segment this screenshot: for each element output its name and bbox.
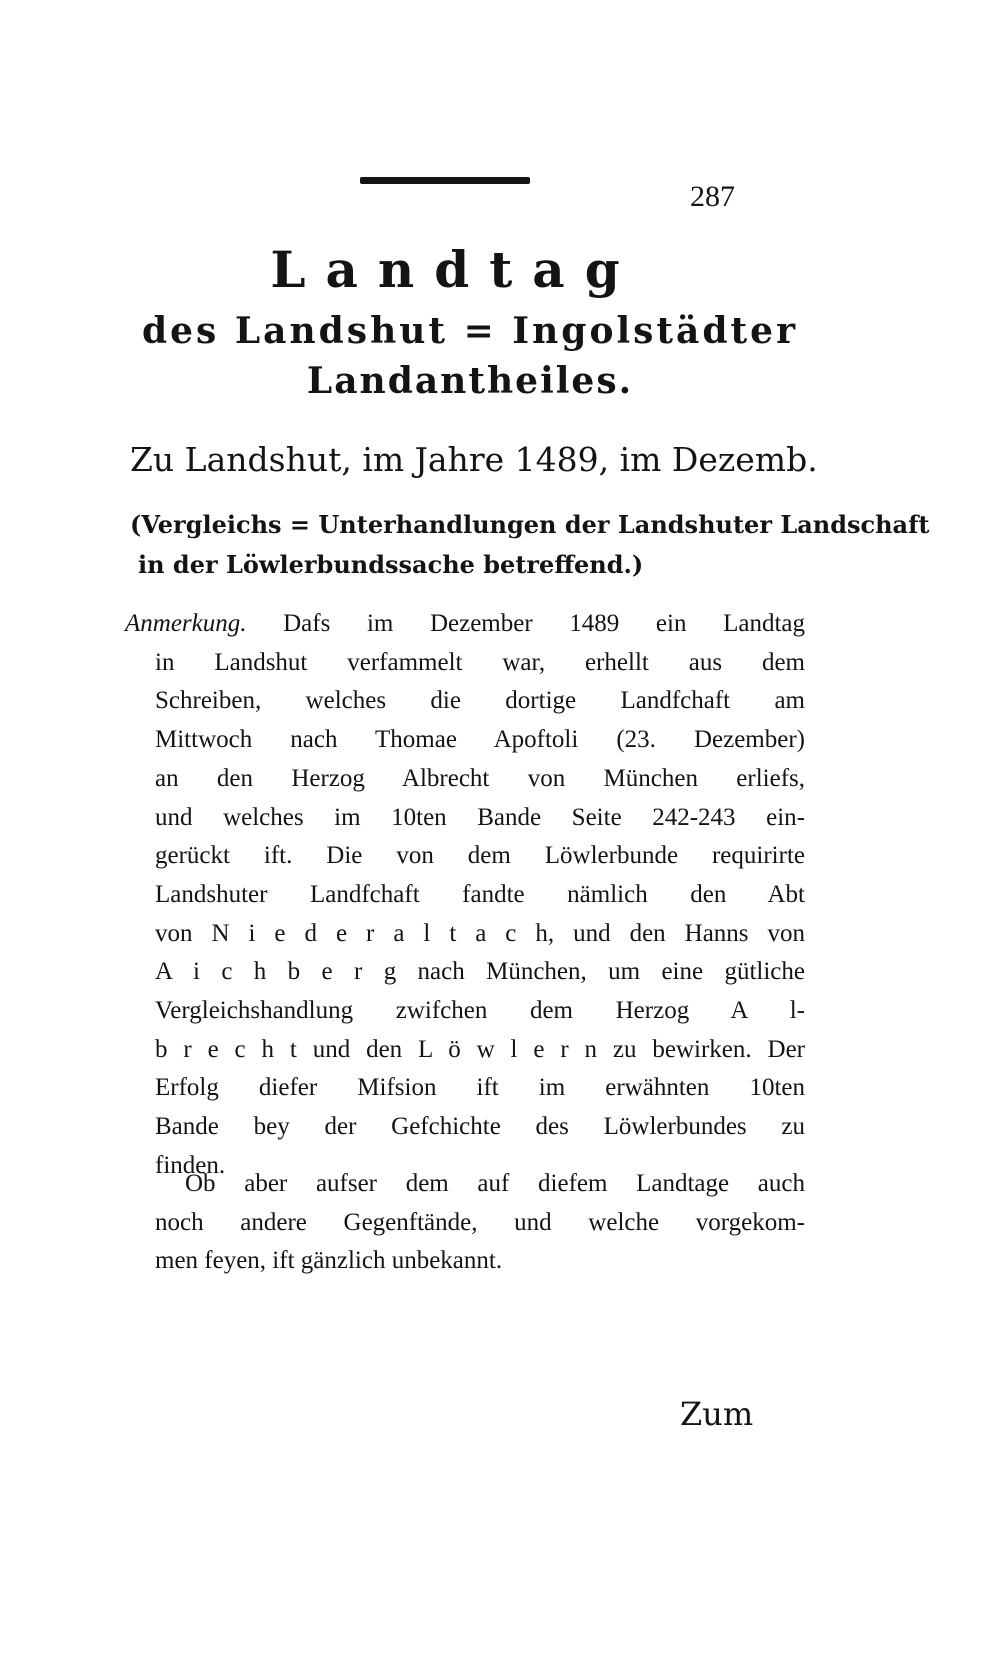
- closing-paragraph: [155, 1165, 805, 1281]
- note-line: b r e c h t und den L ö w l e r n zu bewirken. Der: [155, 1035, 805, 1063]
- annotation-paragraph: [125, 605, 805, 1186]
- note-line: von N i e d e r a l t a c h, und den Hanns von: [155, 919, 805, 947]
- paragraph-line: men feyen, ift gänzlich unbekannt.: [155, 1247, 503, 1275]
- page-title: Landtag: [270, 240, 640, 299]
- note-line: Vergleichshandlung zwifchen dem Herzog A l-: [155, 997, 805, 1025]
- paragraph-line: noch andere Gegenftände, und welche vorgekom-: [155, 1208, 805, 1236]
- note-line: Landshuter Landfchaft fandte nämlich den Abt: [155, 880, 805, 908]
- note-line: A i c h b e r g nach München, um eine gütliche: [155, 958, 805, 986]
- catchword: Zum: [680, 1395, 754, 1433]
- note-line-text: Dafs im Dezember 1489 ein Landtag: [283, 610, 805, 637]
- subject-block: [130, 505, 930, 585]
- subject-line-2: in der Löwlerbundssache betreffend.): [138, 550, 644, 579]
- note-line: in Landshut verfammelt war, erhellt aus dem: [155, 648, 805, 676]
- note-line: Schreiben, welches die dortige Landfchaft am: [155, 687, 805, 715]
- note-line: finden.: [155, 1151, 226, 1179]
- note-line: gerückt ift. Die von dem Löwlerbunde requirirte: [155, 842, 805, 870]
- note-line: und welches im 10ten Bande Seite 242-243 ein-: [155, 803, 805, 831]
- date-line: Zu Landshut, im Jahre 1489, im Dezemb.: [130, 440, 818, 479]
- title-subline-2: Landantheiles.: [306, 360, 634, 402]
- note-line: an den Herzog Albrecht von München erliefs,: [155, 764, 805, 792]
- page-number: 287: [690, 180, 735, 213]
- title-subline-1: des Landshut = Ingolstädter: [141, 310, 799, 352]
- note-line: Bande bey der Gefchichte des Löwlerbundes zu: [155, 1113, 805, 1141]
- note-line: Erfolg diefer Mifsion ift im erwähnten 10ten: [155, 1074, 805, 1102]
- note-lead: Anmerkung.: [125, 610, 247, 637]
- top-rule: [360, 177, 530, 184]
- subject-line-1: (Vergleichs = Unterhandlungen der Landshuter Landschaft: [130, 510, 930, 539]
- paragraph-line: Ob aber aufser dem auf diefem Landtage auch: [185, 1170, 805, 1197]
- note-line: [125, 605, 805, 644]
- note-line: Mittwoch nach Thomae Apoftoli (23. Dezember): [155, 726, 805, 754]
